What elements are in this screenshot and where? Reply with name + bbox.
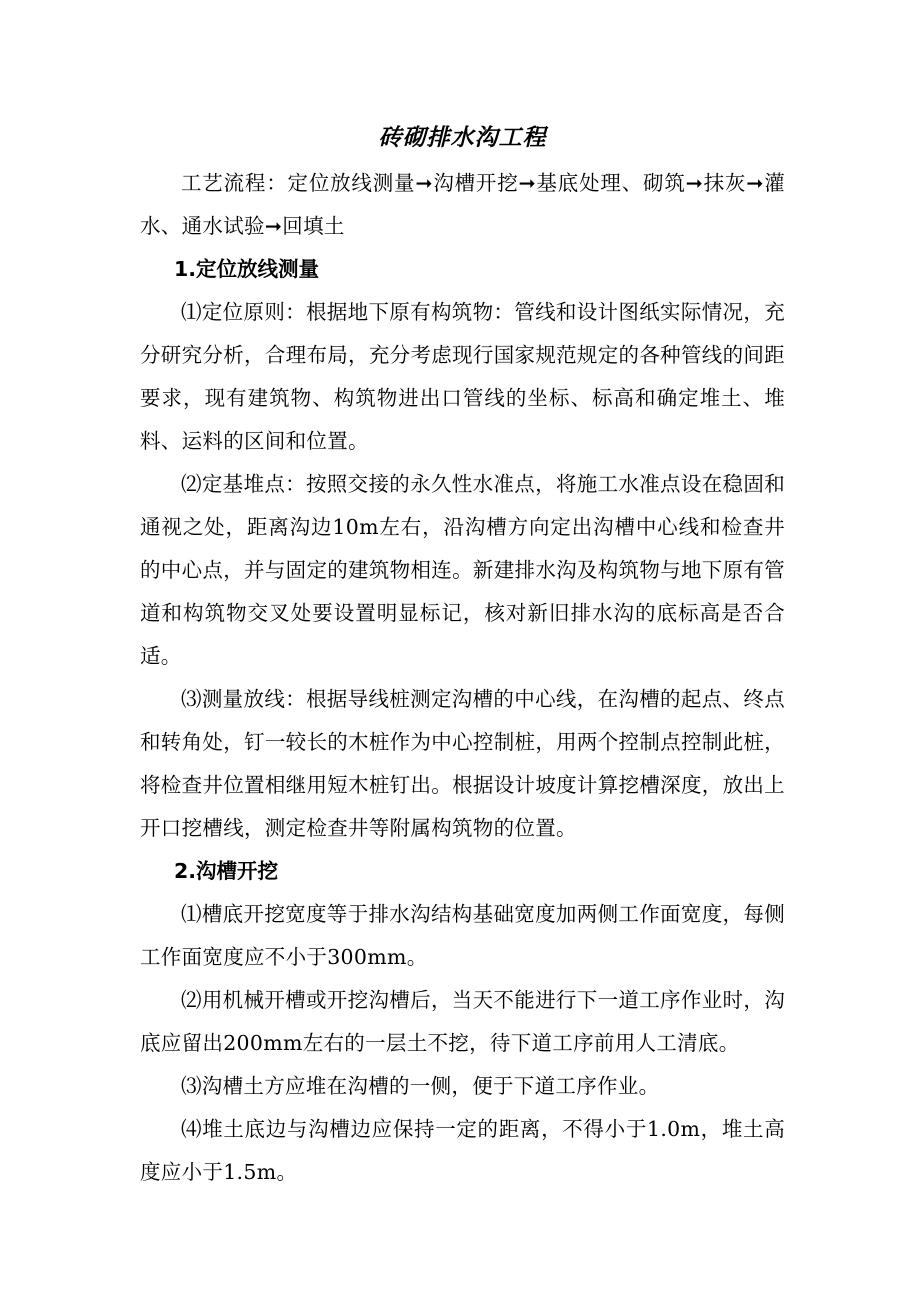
document-body [140, 118, 785, 1194]
paragraph-trench-width: ⑴槽底开挖宽度等于排水沟结构基础宽度加两侧工作面宽度，每侧工作面宽度应不小于300mm。 [140, 902, 785, 969]
paragraph-survey-layout: ⑶测量放线：根据导线桩测定沟槽的中心线，在沟槽的起点、终点和转角处，钉一较长的木桩作为中心控制桩，用两个控制点控制此桩，将检查井位置相继用短木桩钉出。根据设计坡度计算挖槽深度，放出上开口挖槽线，测定检查井等附属构筑物的位置。 [140, 687, 785, 840]
paragraph-benchmark-points: ⑵定基堆点：按照交接的永久性水准点，将施工水准点设在稳固和通视之处，距离沟边10m左右，沿沟槽方向定出沟槽中心线和检查井的中心点，并与固定的建筑物相连。新建排水沟及构筑物与地下原有管道和构筑物交叉处要设置明显标记，核对新旧排水沟的底标高是否合适。 [140, 472, 785, 668]
paragraph-spoil-distance: ⑷堆土底边与沟槽边应保持一定的距离，不得小于1.0m，堆土高度应小于1.5m。 [140, 1117, 785, 1184]
paragraph-positioning-principle: ⑴定位原则：根据地下原有构筑物：管线和设计图纸实际情况，充分研究分析，合理布局，充分考虑现行国家规范规定的各种管线的间距要求，现有建筑物、构筑物进出口管线的坐标、标高和确定堆土、堆料、运料的区间和位置。 [140, 300, 785, 453]
paragraph-mechanical-excavation: ⑵用机械开槽或开挖沟槽后，当天不能进行下一道工序作业时，沟底应留出200mm左右的一层土不挖，待下道工序前用人工清底。 [140, 988, 785, 1055]
process-flow-paragraph: 工艺流程：定位放线测量➞沟槽开挖➞基底处理、砌筑➞抹灰➞灌水、通水试验➞回填土 [140, 171, 785, 238]
document-title: 砖砌排水沟工程 [378, 124, 547, 151]
section-heading-trench-excavation: 2.沟槽开挖 [174, 859, 279, 883]
section-heading-positioning: 1.定位放线测量 [174, 257, 320, 281]
paragraph-spoil-placement: ⑶沟槽土方应堆在沟槽的一侧，便于下道工序作业。 [181, 1074, 660, 1098]
